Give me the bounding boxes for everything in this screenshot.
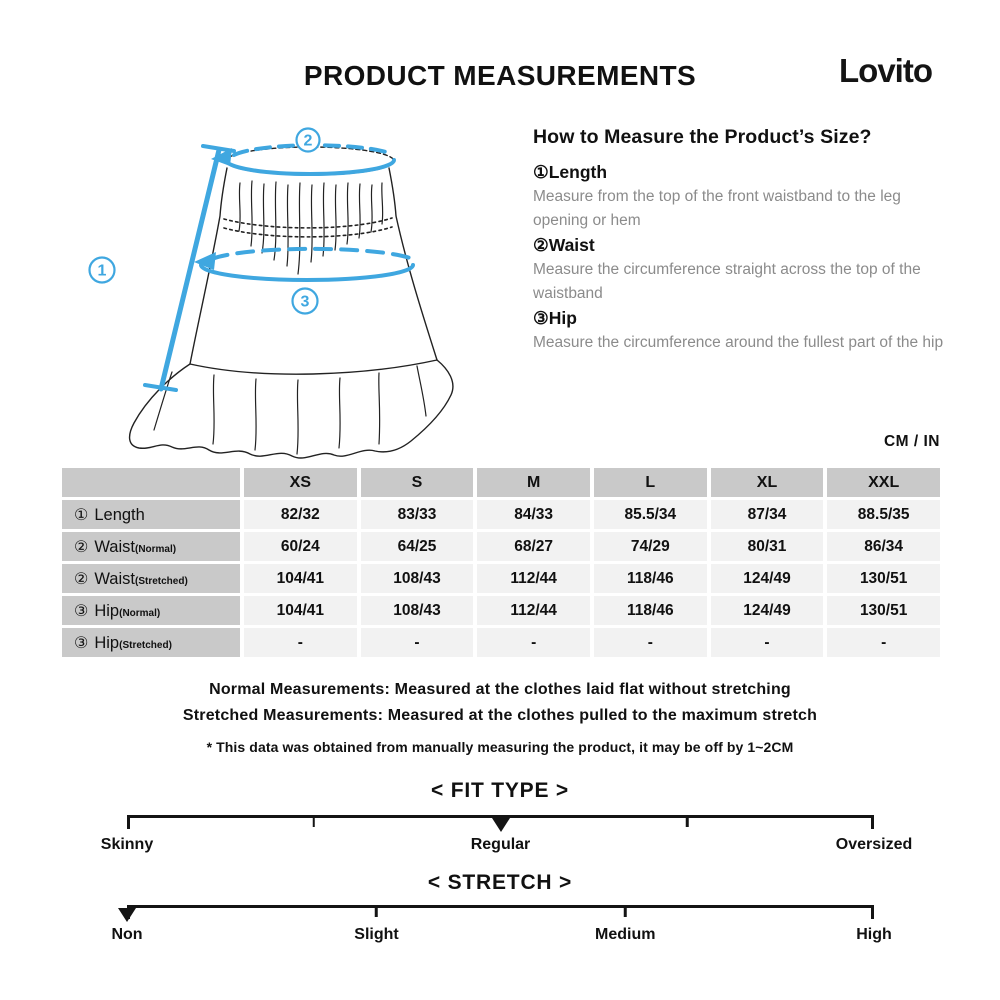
size-column-header: XXL <box>827 468 940 497</box>
table-value-cell: 87/34 <box>711 500 824 529</box>
size-column-header: XL <box>711 468 824 497</box>
scale-line <box>127 905 874 918</box>
how-to-item-description: Measure from the top of the front waistband to the leg opening or hem <box>533 188 901 229</box>
how-to-item-label <box>533 159 945 185</box>
how-to-item-description: Measure the circumference straight across the top of the waistband <box>533 261 921 302</box>
table-row-label <box>62 628 240 657</box>
table-row-label <box>62 532 240 561</box>
size-column-header: L <box>594 468 707 497</box>
row-measure-name: Hip <box>94 634 120 652</box>
circled-number: ③ <box>533 308 549 328</box>
table-value-cell: 68/27 <box>477 532 590 561</box>
row-measure-name: Waist <box>94 538 135 556</box>
circled-number: ② <box>74 571 89 588</box>
table-value-cell: - <box>477 628 590 657</box>
gather-wrinkles <box>239 181 383 274</box>
row-measure-name: Waist <box>94 570 135 588</box>
table-value-cell: 104/41 <box>244 564 357 593</box>
scale-labels <box>100 836 913 856</box>
scale-labels <box>111 926 892 946</box>
table-value-cell: 80/31 <box>711 532 824 561</box>
units-label: CM / IN <box>883 433 940 450</box>
table-row-label <box>62 500 240 529</box>
scale-label: Medium <box>595 926 656 943</box>
ruffle-folds <box>154 366 426 454</box>
measurement-notes <box>0 677 1000 728</box>
brand-logo: Lovito <box>839 52 932 89</box>
scale-label: Non <box>111 926 143 943</box>
how-to-measure-section <box>533 126 945 355</box>
size-column-header: XS <box>244 468 357 497</box>
row-measure-qualifier: (Stretched) <box>119 640 172 651</box>
table-value-cell: - <box>594 628 707 657</box>
table-value-cell: 118/46 <box>594 596 707 625</box>
circled-number: ② <box>533 235 549 255</box>
measurement-annotations <box>145 145 413 390</box>
table-value-cell: 124/49 <box>711 596 824 625</box>
scale-tick <box>624 908 627 917</box>
waist-measure-ellipse <box>226 160 394 174</box>
table-value-cell: - <box>361 628 474 657</box>
row-measure-qualifier: (Normal) <box>119 608 161 619</box>
scale-label: Oversized <box>835 836 913 853</box>
measure-name: Hip <box>548 308 577 328</box>
circled-number: ③ <box>74 635 89 652</box>
table-corner-cell <box>62 468 240 497</box>
table-value-cell: 108/43 <box>361 564 474 593</box>
measure-name: Waist <box>548 235 595 255</box>
fit-type-scale <box>100 815 913 856</box>
stretch-title: < STRETCH > <box>427 871 573 894</box>
table-value-cell: 118/46 <box>594 564 707 593</box>
note-stretched: Stretched Measurements: Measured at the clothes pulled to the maximum stretch <box>182 706 818 724</box>
scale-tick <box>686 818 689 827</box>
skirt-outline <box>130 147 453 458</box>
table-value-cell: 112/44 <box>477 564 590 593</box>
table-value-cell: 130/51 <box>827 596 940 625</box>
table-value-cell: 84/33 <box>477 500 590 529</box>
scale-end-cap <box>871 818 874 829</box>
row-measure-qualifier: (Normal) <box>134 544 177 555</box>
table-value-cell: 85.5/34 <box>594 500 707 529</box>
circled-number: ③ <box>74 603 89 620</box>
scale-label: Regular <box>470 836 531 853</box>
table-value-cell: 88.5/35 <box>827 500 940 529</box>
table-row-label <box>62 596 240 625</box>
row-measure-name: Hip <box>94 602 120 620</box>
how-to-items <box>533 159 945 355</box>
scale-line <box>127 815 874 828</box>
how-to-item-label <box>533 305 945 331</box>
table-value-cell: - <box>827 628 940 657</box>
table-value-cell: 104/41 <box>244 596 357 625</box>
scale-tick <box>375 908 378 917</box>
scale-end-cap <box>871 908 874 919</box>
table-value-cell: 124/49 <box>711 564 824 593</box>
callout-number-hip: 3 <box>300 293 310 311</box>
table-value-cell: 112/44 <box>477 596 590 625</box>
how-to-item-label <box>533 232 945 258</box>
disclaimer-note: * This data was obtained from manually measuring the product, it may be off by 1~2CM <box>206 739 794 755</box>
scale-marker-triangle <box>492 818 510 832</box>
table-value-cell: 60/24 <box>244 532 357 561</box>
table-value-cell: 82/32 <box>244 500 357 529</box>
circled-number: ① <box>533 162 549 182</box>
page-title: PRODUCT MEASUREMENTS <box>303 60 697 91</box>
scale-label: High <box>856 926 892 943</box>
table-row-label <box>62 564 240 593</box>
table-value-cell: 86/34 <box>827 532 940 561</box>
how-to-heading: How to Measure the Product’s Size? <box>533 126 872 148</box>
how-to-item-description: Measure the circumference around the fullest part of the hip <box>533 334 944 351</box>
note-normal: Normal Measurements: Measured at the clothes laid flat without stretching <box>209 681 791 698</box>
size-table <box>62 468 940 657</box>
circled-number: ① <box>74 507 89 524</box>
table-value-cell: 83/33 <box>361 500 474 529</box>
measure-name: Length <box>548 162 608 182</box>
table-value-cell: - <box>244 628 357 657</box>
table-value-cell: 64/25 <box>361 532 474 561</box>
callout-number-length: 1 <box>97 262 107 280</box>
table-value-cell: - <box>711 628 824 657</box>
scale-label: Skinny <box>100 836 154 853</box>
hip-measure-ellipse <box>201 265 413 280</box>
circled-number: ② <box>74 539 89 556</box>
row-measure-qualifier: (Stretched) <box>134 576 188 587</box>
scale-end-cap <box>127 818 130 829</box>
scale-marker-triangle <box>118 908 136 922</box>
size-column-header: S <box>361 468 474 497</box>
scale-tick <box>313 818 316 827</box>
row-measure-name: Length <box>94 506 145 524</box>
fit-type-title: < FIT TYPE > <box>431 779 569 802</box>
table-value-cell: 130/51 <box>827 564 940 593</box>
callout-number-waist: 2 <box>303 132 313 150</box>
size-column-header: M <box>477 468 590 497</box>
stretch-scale <box>111 905 892 946</box>
scale-label: Slight <box>354 926 399 943</box>
skirt-diagram <box>55 108 525 460</box>
table-value-cell: 108/43 <box>361 596 474 625</box>
table-value-cell: 74/29 <box>594 532 707 561</box>
